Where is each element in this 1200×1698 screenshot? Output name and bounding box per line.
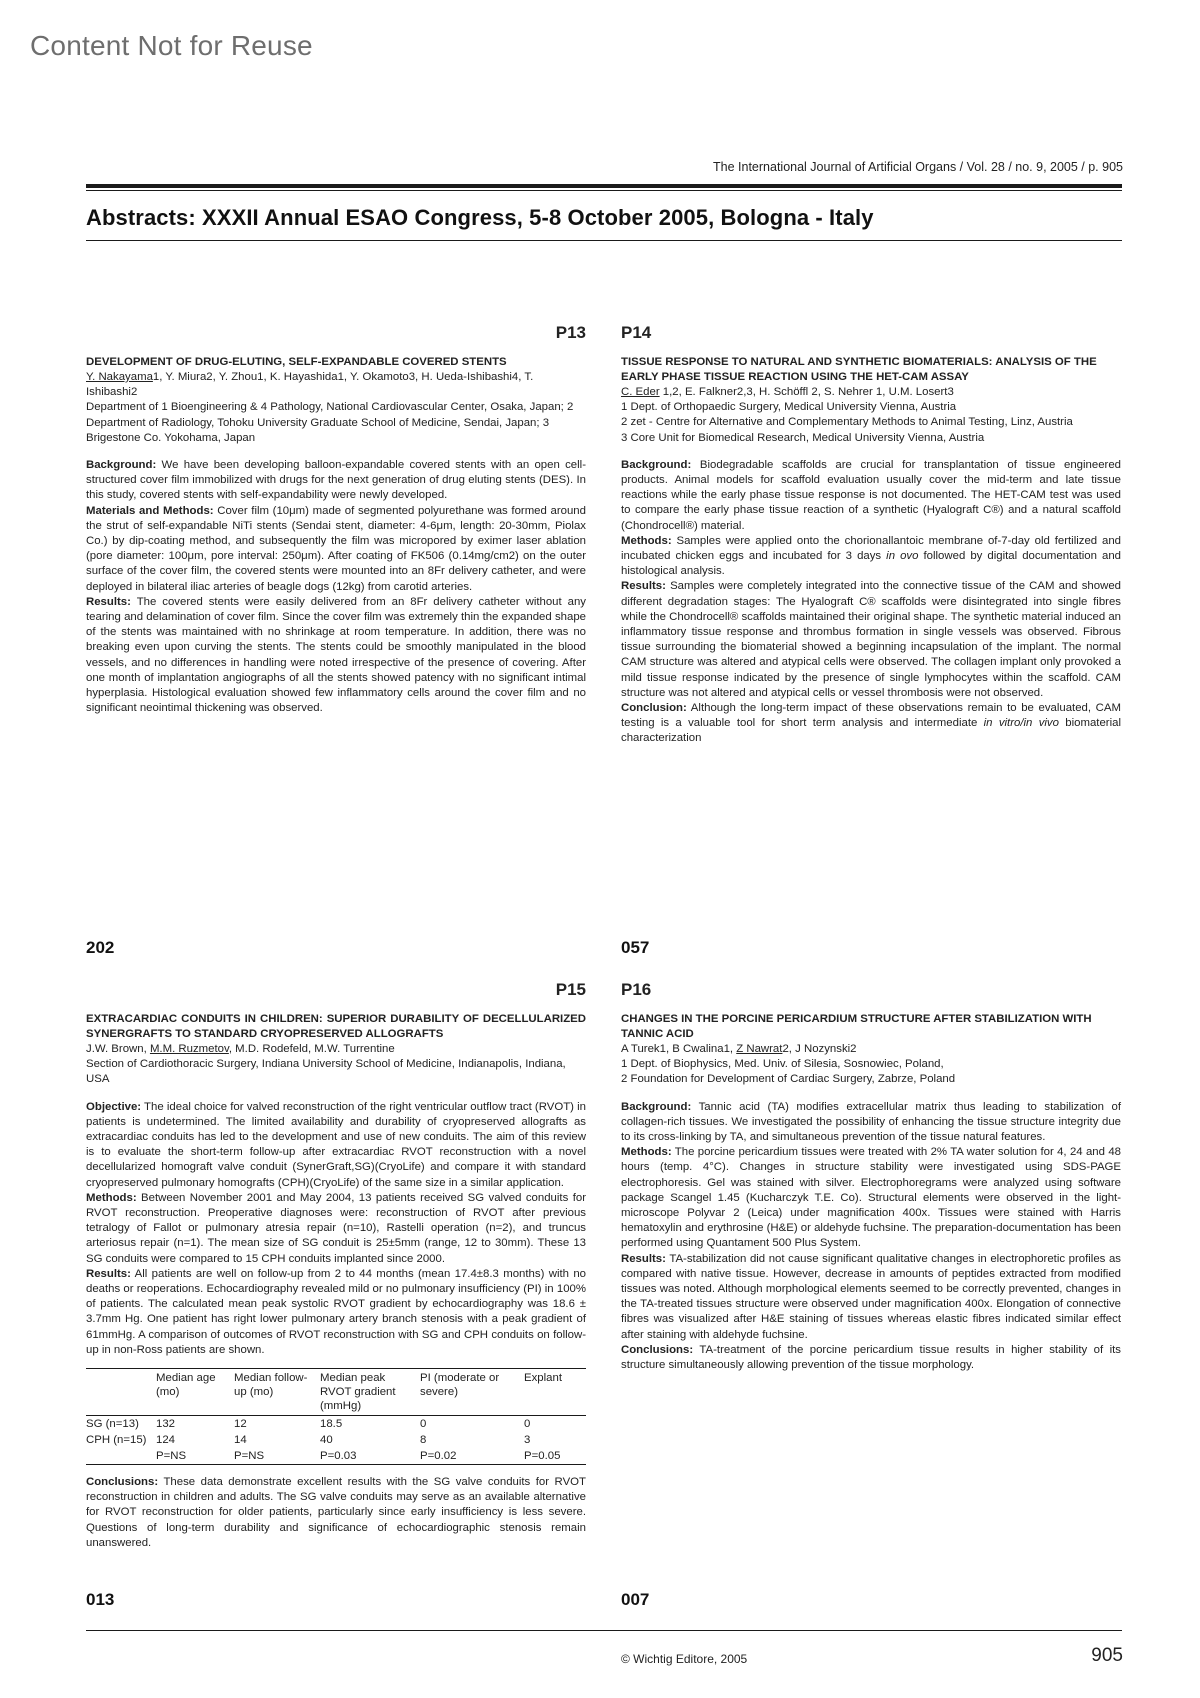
abstract-p16 [621,982,1121,1373]
abstract-body [621,458,1121,747]
section-results: Results: Samples were completely integrated into the connective tissue of the CAM and showed different degradation stages: The Hyalograft C® scaffolds were disintegrated into single fibres while the Chondrocell® scaffolds maintained their original shape. The synthetic material induced an inflammatory tissue response and thrombus formation in single vessels was observed. Fibrous tissue surrounding the biomaterial showed a beginning incapsulation of the implant. The normal CAM structure was altered and atypical cells were observed. The collagen implant only provoked a mild tissue response indicated by the presence of single lymphocytes within the scaffold. CAM structure was not altered and atypical cells or vessel thrombosis were not observed. [621,580,1121,699]
abstract-number-p13: 202 [86,938,115,957]
table-cell: P=NS [234,1450,265,1463]
abstract-code: P14 [621,323,652,342]
table-cell: 124 [156,1434,176,1447]
table-cell: P=0.02 [420,1450,457,1463]
affiliation-line: 1 Dept. of Biophysics, Med. Univ. of Silesia, Sosnowiec, Poland, [621,1058,944,1071]
abstract-p14 [621,325,1121,747]
presenting-author: Z Nawrat [736,1043,783,1055]
table-header: Explant [524,1372,562,1385]
table-cell: 0 [420,1418,427,1431]
presenting-author: Y. Nakayama [86,371,153,383]
abstract-code: P16 [621,980,652,999]
page-number: 905 [1091,1645,1123,1666]
table-cell: 132 [156,1418,176,1431]
section-conclusion: Conclusion: Although the long-term impact of these observations remain to be evaluated, CAM testing is a valuable tool for short term analysis and intermediate in vitro/in vivo biomaterial characterization [621,702,1121,745]
authors-rest: 1,2, E. Falkner2,3, H. Schöffl 2, S. Nehrer 1, U.M. Losert3 [659,386,954,398]
abstract-code: P13 [555,323,586,342]
section-objective: Objective: The ideal choice for valved reconstruction of the right ventricular outflow tract (RVOT) in patients is undetermined. The limited availability and durability of cryopreserved allografts as extracardiac conduits has led to the development and use of new conduits. The aim of this review is to evaluate the short-term follow-up after extracardiac RVOT reconstruction with a novel decellularized homograft valve conduit (SynerGraft,SG)(CryoLife) and compare it with standard cryopreserved pulmonary homografts (CPH)(CryoLife) of the same size in a similar application. [86,1100,586,1189]
abstract-authors [621,385,1121,400]
table-header-row [86,1369,586,1416]
table-header: Median age (mo) [156,1372,216,1399]
abstract-authors: J.W. Brown, M.M. Ruzmetov, M.D. Rodefeld, M.W. Turrentine [86,1043,395,1055]
section-methods: Methods: The porcine pericardium tissues were treated with 2% TA water solution for 4, 24 and 48 hours (temp. 4°C). Changes in structure stability were investigated using SDS-PAGE electrophoresis. Gel was stained with silver. Electrophoregrams were analyzed using software package Scangel 1.45 (Kucharczyk T.E. Co). Structural elements were observed in the light-microscope Polyvar 2 (Leica) under magnification 400x. Tissues were stained with Harris hematoxylin and erythrosine (H&E) or aldehyde fuchsine. The preparation-documentation has been performed using Quantament 500 Plus System. [621,1146,1122,1250]
section-background: Background: Tannic acid (TA) modifies extracellular matrix thus leading to stabilization of collagen-rich tissues. We investigated the possibility of enhancing the tissue structure integrity due to its cross-linking by TA, and simultaneous prevention of the tissue natural features. [621,1100,1121,1144]
section-methods: Methods: Between November 2001 and May 2004, 13 patients received SG valved conduits for RVOT reconstruction. Preoperative diagnoses were: reconstruction of RVOT after previous tetralogy of Fallot or pulmonary atresia repair (n=10), Rastelli operation (n=2), and truncus arteriosus repair (n=1). The mean size of SG conduit is 25±5mm (range, 12 to 30mm). These 13 SG conduits were compared to 15 CPH conduits implanted since 2000. [86,1191,586,1265]
abstract-body [86,1100,586,1551]
abstract-title: DEVELOPMENT OF DRUG-ELUTING, SELF-EXPANDABLE COVERED STENTS [86,356,507,368]
affiliation-line: 1 Dept. of Orthopaedic Surgery, Medical University Vienna, Austria [621,401,957,414]
abstract-title: CHANGES IN THE PORCINE PERICARDIUM STRUCTURE AFTER STABILIZATION WITH TANNIC ACID [621,1013,1092,1040]
table-cell: P=0.05 [524,1450,561,1463]
table-cell: 3 [524,1434,531,1447]
table-cell: 18.5 [320,1418,343,1431]
headline-rule [86,240,1122,241]
table-header: PI (moderate or severe) [420,1372,500,1399]
table-header: Median follow-up (mo) [234,1372,308,1399]
abstract-number-p16: 007 [621,1590,650,1609]
page-headline: Abstracts: XXXII Annual ESAO Congress, 5-8 October 2005, Bologna - Italy [86,205,874,230]
table-header: Median peak RVOT gradient (mmHg) [320,1372,396,1413]
abstract-affiliations [621,1057,1121,1087]
abstract-p15 [86,982,586,1551]
abstract-title: EXTRACARDIAC CONDUITS IN CHILDREN: SUPERIOR DURABILITY OF DECELLULARIZED SYNERGRAFTS TO STANDARD CRYOPRESERVED ALLOGRAFTS [86,1013,586,1040]
table-cell: P=NS [156,1450,187,1463]
authors-rest: 1, Y. Miura2, Y. Zhou1, K. Hayashida1, Y. Okamoto3, H. Ueda-Ishibashi4, T. Ishibashi2 [86,371,534,399]
table-row [86,1448,586,1465]
section-methods: Methods: Samples were applied onto the chorionallantoic membrane of-7-day old fertilized and incubated chicken eggs and incubated for 3 days in ovo followed by digital documentation and histological analysis. [621,534,1121,578]
abstract-number-p15: 013 [86,1590,115,1609]
presenting-author: C. Eder [621,386,660,398]
affiliation-line: 2 zet - Centre for Alternative and Complementary Methods to Animal Testing, Linz, Austria [621,416,1073,429]
table-header [86,1369,156,1416]
abstract-body [621,1100,1121,1374]
table-cell [86,1448,156,1465]
table-cell: 12 [234,1418,247,1431]
section-methods: Materials and Methods: Cover film (10μm) made of segmented polyurethane was formed around the strut of self-expandable NiTi stents (Sendai stent, diameter: 4-6μm, length: 20-30mm, Piolax Co.) by dip-coating method, and subsequently the film was micropored by eximer laser ablation (pore diameter: 100μm, pore interval: 250μm). After coating of FK506 (0.14mg/cm2) on the outer surface of the cover film, the covered stents were mounted into an 8Fr delivery catheter, and were deployed in bilateral iliac arteries of beagle dogs (12kg) from carotid arteries. [86,504,586,593]
copyright: © Wichtig Editore, 2005 [621,1652,748,1666]
affiliation-line: 2 Foundation for Development of Cardiac Surgery, Zabrze, Poland [621,1073,956,1086]
abstract-number-p14: 057 [621,938,650,957]
abstract-body [86,458,586,716]
abstract-authors [86,370,586,400]
section-results: Results: All patients are well on follow-up from 2 to 44 months (mean 17.4±8.3 months) with no deaths or reoperations. Echocardiography revealed mild or no pulmonary insufficiency (PI) in 100% of patients. The calculated mean peak systolic RVOT gradient by echocardiography was 18.6 ± 3.7mm Hg. One patient has right lower pulmonary artery branch stenosis with a peak gradient of 61mmHg. A comparison of outcomes of RVOT reconstruction with SG and CPH conduits on follow-up in non-Ross patients are shown. [86,1267,586,1356]
table-cell: 40 [320,1434,333,1447]
section-conclusions: Conclusions: These data demonstrate excellent results with the SG valve conduits for RVOT reconstruction in children and adults. The SG valve conduits may serve as an available alternative for RVOT reconstruction for older patients, particularly since early insufficiency is less severe. Questions of long-term durability and significance of echocardiographic stenosis remain unanswered. [86,1476,586,1549]
table-row [86,1432,586,1448]
section-background: Background: We have been developing balloon-expandable covered stents with an open cell-structured cover film immobilized with drugs for the next generation of drug eluting stents (DES). In this study, covered stents with self-expandability were newly developed. [86,459,586,502]
table-row [86,1416,586,1433]
table-cell: 8 [420,1434,427,1447]
table-cell: CPH (n=15) [86,1434,147,1447]
header-rule-thin [86,190,1122,191]
section-background: Background: Biodegradable scaffolds are crucial for transplantation of tissue engineered products. Animal models for scaffold evaluation usually cover the mid-term and late tissue reactions while the early phase tissue response is not documented. The HET-CAM test was used to compare the early phase tissue reaction of a synthetic (Hyalograft C®) and a natural scaffold (Chondrocell®) material. [621,458,1121,532]
journal-citation: The International Journal of Artificial Organs / Vol. 28 / no. 9, 2005 / p. 905 [713,160,1123,174]
table-cell: SG (n=13) [86,1418,139,1431]
abstract-p13 [86,325,586,716]
presenting-author: M.M. Ruzmetov [149,1043,229,1055]
table-cell: 14 [234,1434,247,1447]
abstract-affiliation: Section of Cardiothoracic Surgery, Indiana University School of Medicine, Indianapolis, Indiana, USA [86,1058,566,1086]
section-conclusions: Conclusions: TA-treatment of the porcine pericardium tissue results in higher stability of its structure simultaneously allowing prevention of the tissue morphology. [621,1343,1121,1372]
table-cell: P=0.03 [320,1450,357,1463]
abstract-affiliations [621,400,1121,446]
abstract-authors: A Turek1, B Cwalina1, Z Nawrat2, J Nozynski2 [621,1043,857,1055]
section-results: Results: The covered stents were easily delivered from an 8Fr delivery catheter without any tearing and delamination of cover film. Since the cover film was extremely thin the expanded shape of the stents was maintained with no shrinkage at room temperature. In addition, there was no breaking even upon curving the stents. The stents could be smoothly manipulated in the blood vessels, and no differences in handling were noted irrespective of the presence of covering. After one month of implantation angiographs of all the stents showed patency with no significant intimal hyperplasia. Histological evaluation showed few inflammatory cells around the cover film and no significant neointimal thickening was observed. [86,595,586,715]
footer-rule [86,1630,1122,1631]
watermark: Content Not for Reuse [30,30,313,61]
results-table [86,1368,586,1465]
abstract-code: P15 [555,980,586,999]
abstract-affiliation: Department of 1 Bioengineering & 4 Pathology, National Cardiovascular Center, Osaka, Japan; 2 Department of Radiology, Tohoku University Graduate School of Medicine, Sendai, Japan; 3 Brigestone Co. Yokohama, Japan [86,401,574,444]
section-results: Results: TA-stabilization did not cause significant qualitative changes in electrophoretic profiles as compared with native tissue. However, decrease in amounts of peptides extracted from modified tissues was noted. Although morphological elements seemed to be correctly prevented, changes in the TA-treated tissues structure were observed under magnification 400x. Elongation of connective fibres was visualized after H&E staining of tissues whereas elastic fibres indicated similar effect after staining with aldehyde fuchsine. [621,1252,1121,1341]
header-rule-thick [86,184,1122,188]
affiliation-line: 3 Core Unit for Biomedical Research, Medical University Vienna, Austria [621,431,985,444]
table-cell: 0 [524,1418,531,1431]
abstract-title: TISSUE RESPONSE TO NATURAL AND SYNTHETIC BIOMATERIALS: ANALYSIS OF THE EARLY PHASE TISSUE REACTION USING THE HET-CAM ASSAY [621,356,1097,383]
